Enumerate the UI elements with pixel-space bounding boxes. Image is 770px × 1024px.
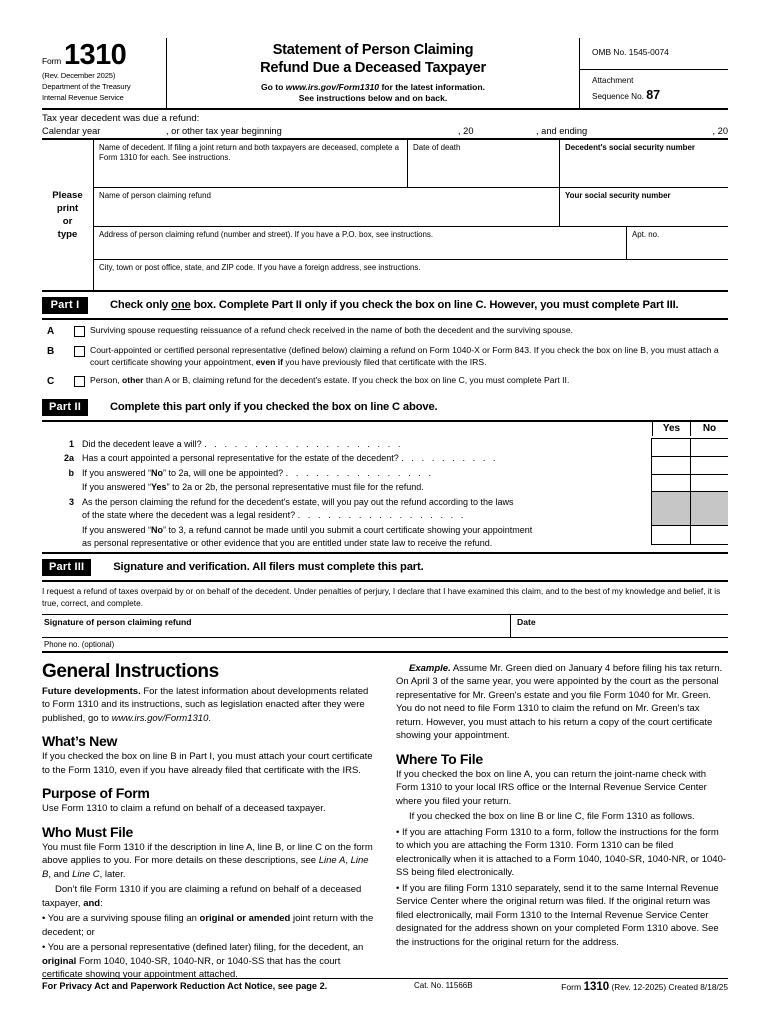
whats-new-para: If you checked the box on line B in Part I, you must attach your court certificate to the Form 1310, even if you have already filed that certificate with the IRS. — [42, 751, 373, 776]
note-yes-text-1: If you answered “ — [82, 482, 152, 493]
column-header-yes: Yes — [652, 422, 690, 436]
and-ending-label: , and ending — [536, 125, 588, 136]
line-b-text-1: Court-appointed or certified personal representative (defined below) claiming a refund on Form 1040-X or Form 843. If you check the box on line B, you must attach a court certificate showing your appointment, — [90, 344, 719, 368]
where-bullet-1-text: If you are attaching Form 1310 to a form, follow the instructions for the form to which you are attaching the Form 1310. Form 1310 can be filed electronically when it is attached to a Form 1040, 1040-SR, 1040-NR, or 1040-SS being filed electronically. — [396, 826, 727, 879]
line-c-checkbox[interactable] — [74, 376, 85, 387]
address-field[interactable]: Address of person claiming refund (number and street). If you have a P.O. box, see instructions. — [99, 229, 434, 239]
line-c-text-1: Person, — [90, 374, 123, 385]
line-b-letter: B — [47, 345, 55, 357]
instructions-section — [42, 662, 728, 984]
note-no-bold: No — [151, 524, 164, 535]
question-2b-bold: No — [151, 467, 164, 478]
signature-field[interactable]: Signature of person claiming refund — [44, 616, 192, 627]
note-yes-bold: Yes — [151, 482, 167, 493]
line-b-row — [42, 344, 728, 369]
header-title-block — [166, 38, 580, 108]
date-of-death-field[interactable]: Date of death — [407, 140, 559, 187]
entity-row-address — [94, 226, 728, 259]
note-yes-text-2: ” to 2a or 2b, the personal representative must file for the refund. — [166, 482, 424, 493]
part-2-heading: Complete this part only if you checked the box on line C above. — [110, 401, 438, 414]
answer-1-yes[interactable] — [652, 439, 690, 456]
question-2b-label-1: If you answered “ — [82, 467, 152, 478]
line-b-text-2: you have previously filed that certificate with the IRS. — [283, 357, 487, 368]
part-1-heading-one: one — [171, 299, 191, 312]
shaded-cell-left — [652, 492, 690, 525]
purpose-of-form-para: Use Form 1310 to claim a refund on behalf of a deceased taxpayer. — [42, 803, 326, 815]
instructions-right-column — [396, 662, 728, 984]
form-sheet — [42, 38, 728, 984]
where-to-file-para-1: If you checked the box on line A, you can return the joint-name check with Form 1310 to your local IRS office or the Internal Revenue Service Center where you filed your return. — [396, 768, 707, 807]
tax-year-heading: Tax year decedent was due a refund: — [42, 112, 200, 124]
note-yes-2a-2b — [42, 481, 728, 496]
question-2b-number: b — [68, 467, 74, 478]
line-c-reference: Line C — [72, 868, 100, 880]
answer-row-shaded — [652, 492, 728, 526]
yes-no-header — [42, 422, 728, 436]
part-3-bar — [42, 552, 728, 580]
line-b-reference: Line B — [42, 855, 369, 880]
sequence-label: Sequence No. — [592, 92, 644, 102]
dont-file-bold: and — [83, 897, 101, 909]
form-revision: (Rev. December 2025) — [42, 71, 116, 80]
signature-date-field[interactable]: Date — [510, 615, 728, 637]
where-to-file-heading: Where To File — [396, 750, 483, 767]
part-1-body — [42, 318, 728, 389]
question-3-line-2: of the state where the decedent was a legal resident? — [82, 510, 296, 521]
note-no-text-1: If you answered “ — [82, 524, 152, 535]
header-omb-block — [580, 38, 728, 108]
where-to-file-para-2: If you checked the box on line B or line C, file Form 1310 as follows. — [409, 811, 695, 823]
leader-dots-2a: . . . . . . . . . . — [401, 453, 499, 464]
part-1-bar — [42, 292, 728, 318]
shaded-cell-right — [690, 492, 728, 525]
general-instructions-title: General Instructions — [42, 660, 219, 682]
who-bullet-2-b: Form 1040, 1040-SR, 1040-NR, or 1040-SS that has the court certificate showing your appointment attached. — [42, 955, 341, 981]
future-developments-url[interactable]: www.irs.gov/Form1310 — [111, 712, 209, 724]
line-a-row — [42, 324, 728, 339]
apartment-number-field[interactable]: Apt. no. — [626, 227, 728, 259]
answer-1-no[interactable] — [690, 439, 728, 456]
goto-prefix: Go to — [260, 81, 286, 92]
note-no-line-2: as personal representative or other evidence that you are entitled under state law to receive the refund. — [82, 538, 493, 549]
footer-form-identifier — [561, 981, 728, 993]
privacy-act-notice: For Privacy Act and Paperwork Reduction Act Notice, see page 2. — [42, 981, 328, 991]
part-3-tag: Part III — [42, 559, 91, 576]
entity-row-claimant — [94, 187, 728, 226]
tax-year-line — [42, 126, 728, 138]
department-line-2: Internal Revenue Service — [42, 93, 124, 103]
line-a-reference: Line A — [318, 855, 346, 867]
line-a-letter: A — [47, 325, 55, 337]
question-2a-number: 2a — [63, 453, 74, 464]
footer-revision: (Rev. 12-2025) Created 8/18/25 — [609, 982, 728, 992]
question-2b-label-2: ” to 2a, will one be appointed? — [163, 467, 284, 478]
question-2b — [42, 467, 728, 482]
note-yes-text — [82, 481, 728, 495]
question-2a-text — [82, 452, 728, 466]
perjury-declaration: I request a refund of taxes overpaid by or on behalf of the decedent. Under penalties of perjury, I declare that I have examined this claim, and to the best of my knowledge and belief, it is true, correct, and complete. — [42, 585, 721, 608]
question-1 — [42, 438, 728, 453]
answer-row-1 — [652, 439, 728, 457]
dont-file-text-a: Don’t file Form 1310 if you are claiming a refund on behalf of a deceased taxpayer, — [42, 884, 362, 909]
leader-dots-1: . . . . . . . . . . . . . . . . . . . . — [204, 438, 404, 449]
line-a-text: Surviving spouse requesting reissuance of a refund check received in the name of both the decedent and the surviving spouse. — [90, 324, 573, 335]
purpose-of-form-heading: Purpose of Form — [42, 785, 150, 802]
decedent-ssn-field[interactable]: Decedent's social security number — [559, 140, 728, 187]
part-1-tag: Part I — [42, 297, 88, 314]
page-footer — [42, 978, 728, 991]
claimant-name-field[interactable]: Name of person claiming refund — [99, 190, 211, 200]
begin-year-suffix[interactable]: , 20 — [458, 125, 474, 136]
who-bullet-2: • You are a personal representative (defined later) filing, for the decedent, an original Form 1040, 1040-SR, 1040-NR, or 1040-SS that has the court certificate showing your appointment attached. — [42, 942, 364, 981]
print-or-type-label — [42, 140, 94, 290]
footer-form-word: Form — [561, 982, 584, 992]
line-c-row — [42, 374, 728, 389]
header-form-identity — [42, 38, 166, 108]
sequence-number: 87 — [646, 88, 661, 103]
note-no-text — [82, 524, 728, 551]
see-instructions-note: See instructions below and on back. — [298, 93, 448, 104]
end-year-suffix[interactable]: , 20 — [712, 125, 728, 136]
omb-number: OMB No. 1545-0074 — [580, 38, 728, 70]
part-2-question-list — [42, 436, 728, 552]
part-1-heading — [110, 299, 679, 311]
entity-row-city — [94, 259, 728, 290]
question-3 — [42, 496, 728, 524]
question-3-line-1: As the person claiming the refund for the decedent's estate, will you pay out the refund according to the laws — [82, 496, 514, 507]
question-2a-label: Has a court appointed a personal representative for the estate of the decedent? — [82, 453, 399, 464]
goto-instruction — [171, 82, 575, 105]
where-bullet-2-text: If you are filing Form 1310 separately, send it to the same Internal Revenue Service Center where the original return was filed. If the original return was filed electronically, mail Form 1310 to the Internal Revenue Service Center designated for the address shown on your completed Form 1310 above. See the instructions for the original return for the address. — [396, 882, 719, 948]
example-lead: Example. — [409, 662, 451, 674]
line-c-letter: C — [47, 375, 55, 387]
print-label-1: Please — [52, 189, 83, 201]
answer-row-2a — [652, 457, 728, 475]
claimant-ssn-field[interactable]: Your social security number — [559, 188, 728, 226]
other-tax-year-label: , or other tax year beginning — [166, 125, 282, 136]
question-2b-text — [82, 467, 728, 481]
answer-2a-no[interactable] — [690, 457, 728, 474]
part-3-heading: Signature and verification. All filers must complete this part. — [113, 561, 424, 574]
note-no-3 — [42, 524, 728, 552]
who-bullet-1-bold: original or amended — [199, 913, 291, 925]
form-number: 1310 — [64, 39, 127, 71]
leader-dots-3: . . . . . . . . . . . . . . . . . — [297, 510, 466, 521]
instructions-left-column — [42, 662, 374, 984]
line-b-text-bold: even if — [255, 357, 283, 368]
answer-row-2b — [652, 475, 728, 492]
part-2-bar — [42, 394, 728, 420]
column-header-no: No — [690, 422, 728, 436]
who-sep-2: , and — [48, 868, 73, 880]
who-must-file-text-a: You must file Form 1310 if the description in line A, line B, or line C on the form above applies to you. For more details on these descriptions, see — [42, 841, 373, 867]
line-b-text — [90, 344, 728, 369]
line-c-text — [90, 374, 728, 386]
who-bullet-2-bold: original — [42, 955, 77, 967]
future-developments-tail: . — [208, 712, 211, 724]
who-bullet-1: • You are a surviving spouse filing an original or amended joint return with the decedent; or — [42, 913, 374, 938]
signature-row — [42, 614, 728, 638]
print-label-2: print — [56, 202, 79, 214]
line-c-text-bold: other — [122, 374, 144, 385]
line-a-checkbox[interactable] — [74, 326, 85, 337]
who-bullet-1-a: You are a surviving spouse filing an — [47, 913, 200, 925]
future-developments-lead: Future developments. — [42, 685, 141, 697]
form-title-line-2: Refund Due a Deceased Taxpayer — [260, 59, 486, 76]
attachment-sequence — [580, 70, 728, 108]
print-label-4: type — [57, 228, 78, 240]
future-developments-text: For the latest information about developments related to Form 1310 and its instructions, such as legislation enacted after they were published, go to — [42, 685, 369, 724]
question-3-text — [82, 496, 728, 523]
who-must-file-heading: Who Must File — [42, 823, 133, 840]
question-2a — [42, 452, 728, 467]
answer-2b-yes[interactable] — [652, 475, 690, 491]
entity-information-box — [42, 138, 728, 292]
question-1-text — [82, 438, 728, 452]
example-text: Assume Mr. Green died on January 4 before filing his tax return. On April 3 of the same year, you were appointed by the court as the personal representative for Mr. Green's estate and you file Form 1040 for Mr. Green. You do not need to file Form 1310 to claim the refund on Mr. Green's tax return. However, you must attach to his return a copy of the court certificate showing your appointment. — [396, 662, 723, 742]
line-c-text-2: than A or B, claiming refund for the decedent's estate. If you check the box on line C, you must complete Part II. — [143, 374, 570, 385]
who-sep-1: , — [345, 855, 351, 867]
part-3-body — [42, 580, 728, 653]
city-state-zip-field[interactable]: City, town or post office, state, and ZIP code. If you have a foreign address, see instructions. — [99, 262, 421, 272]
attachment-label: Attachment — [592, 76, 634, 86]
who-must-file-tail: , later. — [99, 868, 126, 880]
form-header — [42, 38, 728, 110]
example-para — [396, 662, 728, 743]
phone-number-field[interactable]: Phone no. (optional) — [42, 638, 728, 653]
note-no-text-2: ” to 3, a refund cannot be made until you submit a court certificate showing your appointment — [163, 524, 533, 535]
entity-row-decedent — [94, 140, 728, 187]
where-bullet-2: • If you are filing Form 1310 separately, send it to the same Internal Revenue Service Center where the original return was filed. If the original return was filed electronically, mail Form 1310 to the Internal Revenue Service Center designated for the address shown on your completed Form 1310 above. See the instructions for the original return for the address. — [396, 882, 719, 948]
leader-dots-2b: . . . . . . . . . . . . . . . — [285, 467, 434, 478]
answer-3-yes[interactable] — [652, 526, 690, 544]
calendar-year-label: Calendar year — [42, 125, 101, 136]
line-b-checkbox[interactable] — [74, 346, 85, 357]
who-must-file-para — [42, 841, 374, 881]
answer-2a-yes[interactable] — [652, 457, 690, 474]
part-1-heading-a: Check only — [110, 299, 172, 312]
future-developments-para — [42, 685, 374, 725]
decedent-name-field[interactable]: Name of decedent. If filing a joint return and both taxpayers are deceased, complete a Form 1310 for each. See instructions. — [99, 142, 400, 163]
answer-2b-no[interactable] — [690, 475, 728, 491]
part-2-body — [42, 420, 728, 552]
answer-row-3 — [652, 526, 728, 545]
where-bullet-1: • If you are attaching Form 1310 to a form, follow the instructions for the form to which you are attaching the Form 1310. Form 1310 can be filed electronically when it is attached to a Form 1040, 1040-SR, 1040-NR, or 1040-SS being filed electronically. — [396, 826, 727, 879]
goto-suffix: for the latest information. — [379, 81, 486, 92]
goto-url[interactable]: www.irs.gov/Form1310 — [285, 81, 380, 92]
form-label: Form — [42, 56, 62, 66]
form-title-line-1: Statement of Person Claiming — [272, 42, 474, 58]
yes-no-answer-grid — [651, 438, 728, 545]
department-line-1: Department of the Treasury — [42, 82, 131, 92]
dont-file-tail: : — [100, 897, 103, 909]
answer-3-no[interactable] — [690, 526, 728, 544]
print-label-3: or — [62, 215, 73, 227]
question-1-label: Did the decedent leave a will? — [82, 438, 202, 449]
dont-file-para — [42, 883, 374, 910]
question-3-number: 3 — [68, 496, 74, 507]
who-bullet-2-a: You are a personal representative (defined later) filing, for the decedent, an — [47, 942, 364, 954]
part-2-tag: Part II — [42, 399, 88, 416]
part-1-heading-b: box. Complete Part II only if you check the box on line C. However, you must complete Part III. — [190, 299, 679, 312]
whats-new-heading: What’s New — [42, 733, 118, 750]
who-bullet-1-b: joint return with the decedent; or — [42, 913, 374, 938]
question-1-number: 1 — [68, 438, 74, 449]
catalog-number: Cat. No. 11566B — [414, 981, 473, 990]
footer-form-number: 1310 — [583, 981, 610, 993]
